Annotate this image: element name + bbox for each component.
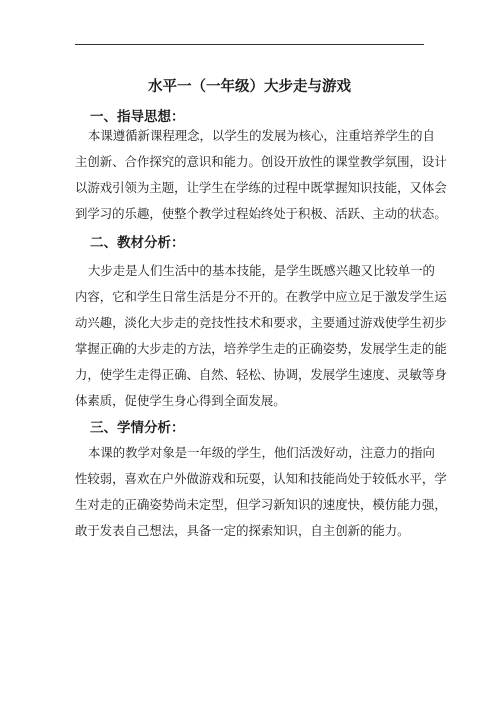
section-body-student-analysis xyxy=(75,440,447,544)
paragraph-line: 本课的教学对象是一年级的学生，他们活泼好动，注意力的指向 xyxy=(88,445,435,460)
section-heading-guiding-ideology: 一、指导思想： xyxy=(90,109,185,125)
paragraph-line: 到学习的乐趣，使整个教学过程始终处于积极、活跃、主动的状态。 xyxy=(75,206,447,221)
section-heading-material-analysis: 二、教材分析： xyxy=(90,235,185,251)
paragraph-line: 大步走是人们生活中的基本技能，是学生既感兴趣又比较单一的 xyxy=(88,263,435,278)
paragraph-line: 敢于发表自己想法，具备一定的探索知识，自主创新的能力。 xyxy=(75,523,410,538)
paragraph-line: 力，使学生走得正确、自然、轻松、协调，发展学生速度、灵敏等身 xyxy=(75,367,447,382)
paragraph-line: 动兴趣，淡化大步走的竞技性技术和要求，主要通过游戏使学生初步 xyxy=(75,315,447,330)
section-body-guiding-ideology xyxy=(75,123,447,227)
paragraph-line: 内容，它和学生日常生活是分不开的。在教学中应立足于激发学生运 xyxy=(75,289,447,304)
paragraph-line: 生对走的正确姿势尚未定型，但学习新知识的速度快，模仿能力强， xyxy=(75,497,447,512)
paragraph-line: 体素质，促使学生身心得到全面发展。 xyxy=(75,393,286,408)
paragraph-line: 掌握正确的大步走的方法，培养学生走的正确姿势，发展学生走的能 xyxy=(75,341,447,356)
section-body-material-analysis xyxy=(75,258,447,414)
section-heading-student-analysis: 三、学情分析： xyxy=(90,420,185,436)
paragraph-line: 性较弱，喜欢在户外做游戏和玩耍，认知和技能尚处于较低水平，学 xyxy=(75,471,447,486)
paragraph-line: 主创新、合作探究的意识和能力。创设开放性的课堂教学氛围，设计 xyxy=(75,154,447,169)
header-rule xyxy=(75,44,424,45)
paragraph-line: 本课遵循新课程理念，以学生的发展为核心，注重培养学生的自 xyxy=(88,128,435,143)
document-title: 水平一（一年级）大步走与游戏 xyxy=(148,79,351,95)
paragraph-line: 以游戏引领为主题，让学生在学练的过程中既掌握知识技能，又体会 xyxy=(75,180,447,195)
